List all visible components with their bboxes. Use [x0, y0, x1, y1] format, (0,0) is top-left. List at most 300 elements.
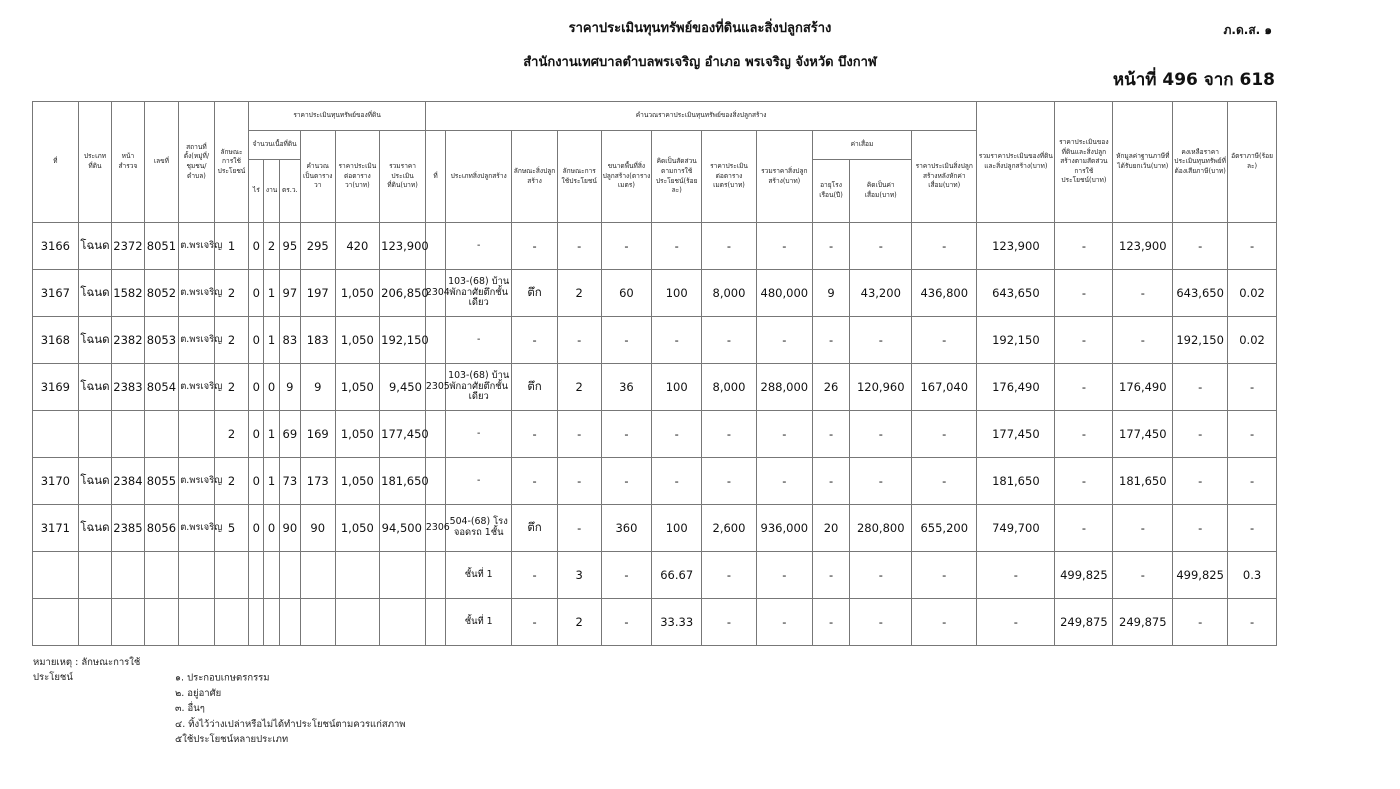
- table-cell: -: [1113, 317, 1173, 364]
- table-cell: -: [756, 458, 812, 505]
- table-cell: 8056: [144, 505, 179, 552]
- table-cell: 183: [300, 317, 335, 364]
- table-cell: 3168: [33, 317, 79, 364]
- table-cell: [300, 552, 335, 599]
- table-row: [33, 317, 1277, 364]
- table-cell: -: [652, 317, 702, 364]
- table-cell: 3: [557, 552, 601, 599]
- table-cell: 206,850: [380, 270, 426, 317]
- table-cell: -: [912, 411, 977, 458]
- table-cell: ตึก: [512, 364, 558, 411]
- table-cell: -: [1055, 364, 1113, 411]
- table-cell: -: [702, 458, 757, 505]
- table-cell: 420: [335, 223, 380, 270]
- table-cell: -: [512, 411, 558, 458]
- table-cell: 9: [279, 364, 300, 411]
- table-cell: -: [702, 599, 757, 646]
- table-cell: 177,450: [977, 411, 1055, 458]
- table-cell: -: [977, 552, 1055, 599]
- table-cell: -: [702, 317, 757, 364]
- table-cell: -: [1173, 223, 1228, 270]
- table-cell: ตึก: [512, 505, 558, 552]
- table-cell: -: [756, 411, 812, 458]
- table-cell: 181,650: [380, 458, 426, 505]
- table-cell: 2: [557, 270, 601, 317]
- table-cell: 73: [279, 458, 300, 505]
- table-cell: -: [652, 458, 702, 505]
- notes-label: หมายเหตุ : ลักษณะการใช้ประโยชน์: [33, 657, 141, 684]
- header-building-style: ลักษณะสิ่งปลูกสร้าง: [512, 131, 558, 223]
- table-cell: 8052: [144, 270, 179, 317]
- table-cell: 3167: [33, 270, 79, 317]
- table-cell: [112, 552, 144, 599]
- table-cell: [249, 552, 264, 599]
- table-cell: [78, 552, 112, 599]
- table-cell: -: [1173, 505, 1228, 552]
- table-cell: -: [601, 317, 652, 364]
- table-cell: -: [512, 223, 558, 270]
- table-cell: ชั้นที่ 1: [446, 552, 512, 599]
- table-cell: 1,050: [335, 364, 380, 411]
- table-cell: -: [1228, 223, 1277, 270]
- table-cell: -: [557, 223, 601, 270]
- table-cell: โฉนด: [78, 223, 112, 270]
- header-rai: ไร่: [249, 160, 264, 223]
- table-cell: 3166: [33, 223, 79, 270]
- table-cell: -: [512, 317, 558, 364]
- header-survey-page: หน้าสำรวจ: [112, 102, 144, 223]
- header-total-wa: คำนวณเป็นตารางวา: [300, 131, 335, 223]
- table-cell: 0.3: [1228, 552, 1277, 599]
- table-cell: 9: [812, 270, 850, 317]
- table-body: [33, 223, 1277, 646]
- header-price-per-wa: ราคาประเมินต่อตารางวา(บาท): [335, 131, 380, 223]
- header-building-group: คำนวณราคาประเมินทุนทรัพย์ของสิ่งปลูกสร้าง: [425, 102, 976, 131]
- report-subtitle: สำนักงานเทศบาลตำบลพรเจริญ อำเภอ พรเจริญ จังหวัด บึงกาฬ: [523, 55, 877, 70]
- table-cell: [78, 411, 112, 458]
- header-building-area: ขนาดพื้นที่สิ่งปลูกสร้าง(ตารางเมตร): [601, 131, 652, 223]
- table-cell: 3169: [33, 364, 79, 411]
- table-cell: 2382: [112, 317, 144, 364]
- notes: [33, 655, 406, 747]
- table-cell: -: [812, 552, 850, 599]
- table-cell: -: [512, 458, 558, 505]
- table-cell: 0: [249, 458, 264, 505]
- table-cell: 5: [214, 505, 249, 552]
- table-cell: ต.พรเจริญ: [179, 317, 215, 364]
- table-cell: 1: [264, 458, 279, 505]
- table-cell: -: [977, 599, 1055, 646]
- table-cell: 504-(68) โรงจอดรถ 1ชั้น: [446, 505, 512, 552]
- table-cell: -: [1055, 223, 1113, 270]
- header-building-type: ประเภทสิ่งปลูกสร้าง: [446, 131, 512, 223]
- table-cell: -: [912, 458, 977, 505]
- table-cell: [78, 599, 112, 646]
- table-cell: -: [812, 458, 850, 505]
- table-cell: โฉนด: [78, 458, 112, 505]
- table-cell: [179, 411, 215, 458]
- header-ngan: งาน: [264, 160, 279, 223]
- table-cell: 2: [557, 599, 601, 646]
- table-cell: 1,050: [335, 411, 380, 458]
- table-row: [33, 364, 1277, 411]
- table-cell: 0: [249, 364, 264, 411]
- header-building-total: รวมราคาสิ่งปลูกสร้าง(บาท): [756, 131, 812, 223]
- table-row: [33, 223, 1277, 270]
- table-cell: 103-(68) บ้านพักอาศัยตึกชั้นเดียว: [446, 364, 512, 411]
- table-cell: 3171: [33, 505, 79, 552]
- table-cell: -: [601, 458, 652, 505]
- table-cell: -: [557, 317, 601, 364]
- table-cell: 2: [214, 411, 249, 458]
- table-cell: 2: [214, 270, 249, 317]
- table-row: [33, 458, 1277, 505]
- table-cell: 2385: [112, 505, 144, 552]
- table-cell: 176,490: [1113, 364, 1173, 411]
- table-cell: [425, 599, 445, 646]
- table-cell: 181,650: [977, 458, 1055, 505]
- header-grand-total: รวมราคาประเมินของที่ดินและสิ่งปลูกสร้าง(บาท): [977, 102, 1055, 223]
- table-cell: -: [1173, 411, 1228, 458]
- table-cell: 2: [557, 364, 601, 411]
- table-cell: [112, 411, 144, 458]
- header-number: เลขที่: [144, 102, 179, 223]
- table-cell: 249,875: [1113, 599, 1173, 646]
- header-no: ที่: [33, 102, 79, 223]
- table-cell: [249, 599, 264, 646]
- table-cell: 123,900: [977, 223, 1055, 270]
- table-cell: -: [1113, 505, 1173, 552]
- assessment-table: [32, 101, 1277, 646]
- table-cell: -: [1113, 552, 1173, 599]
- table-cell: 2,600: [702, 505, 757, 552]
- table-cell: 1: [264, 317, 279, 364]
- table-cell: [335, 599, 380, 646]
- table-cell: 295: [300, 223, 335, 270]
- table-cell: -: [812, 223, 850, 270]
- table-cell: -: [652, 223, 702, 270]
- table-cell: 103-(68) บ้านพักอาศัยตึกชั้นเดียว: [446, 270, 512, 317]
- note-item: ๕ใช้ประโยชน์หลายประเภท: [175, 734, 289, 746]
- table-cell: [144, 552, 179, 599]
- table-cell: -: [850, 411, 912, 458]
- table-cell: [380, 552, 426, 599]
- table-cell: 100: [652, 270, 702, 317]
- table-cell: 181,650: [1113, 458, 1173, 505]
- table-cell: -: [557, 458, 601, 505]
- table-cell: 1: [264, 411, 279, 458]
- table-cell: โฉนด: [78, 317, 112, 364]
- note-item: ๔. ทิ้งไว้ว่างเปล่าหรือไม่ได้ทำประโยชน์ตามควรแก่สภาพ: [175, 718, 406, 730]
- table-cell: 192,150: [977, 317, 1055, 364]
- table-cell: 90: [300, 505, 335, 552]
- table-cell: -: [1173, 458, 1228, 505]
- table-cell: 95: [279, 223, 300, 270]
- table-cell: -: [446, 223, 512, 270]
- table-cell: 167,040: [912, 364, 977, 411]
- header-building-age: อายุโรงเรือน(ปี): [812, 160, 850, 223]
- table-cell: -: [850, 552, 912, 599]
- table-cell: 9,450: [380, 364, 426, 411]
- table-cell: -: [850, 458, 912, 505]
- table-cell: 0: [249, 270, 264, 317]
- table-cell: ต.พรเจริญ: [179, 364, 215, 411]
- header-building-no: ที่: [425, 131, 445, 223]
- table-cell: 643,650: [977, 270, 1055, 317]
- table-cell: -: [446, 411, 512, 458]
- table-cell: -: [512, 552, 558, 599]
- table-cell: 8055: [144, 458, 179, 505]
- note-item: ๒. อยู่อาศัย: [175, 687, 222, 699]
- table-cell: -: [756, 599, 812, 646]
- table-cell: -: [512, 599, 558, 646]
- table-cell: -: [446, 317, 512, 364]
- table-cell: 1,050: [335, 317, 380, 364]
- table-cell: 1: [264, 270, 279, 317]
- header-deduction: หักมูลค่าฐานภาษีที่ได้รับยกเว้น(บาท): [1113, 102, 1173, 223]
- table-cell: 94,500: [380, 505, 426, 552]
- table-cell: [214, 552, 249, 599]
- table-cell: -: [850, 223, 912, 270]
- table-cell: โฉนด: [78, 270, 112, 317]
- table-cell: 0: [264, 364, 279, 411]
- table-cell: 2305: [425, 364, 445, 411]
- page-number: หน้าที่ 496 จาก 618: [1112, 70, 1275, 90]
- table-cell: 0: [264, 505, 279, 552]
- table-cell: -: [812, 411, 850, 458]
- table-cell: [425, 552, 445, 599]
- table-cell: -: [702, 223, 757, 270]
- table-cell: [144, 411, 179, 458]
- header-building-after-depreciation: ราคาประเมินสิ่งปลูกสร้างหลังหักค่าเสื่อม(บาท): [912, 131, 977, 223]
- header-rate: อัตราภาษี(ร้อยละ): [1228, 102, 1277, 223]
- table-cell: -: [912, 552, 977, 599]
- table-cell: [264, 599, 279, 646]
- header-building-use: ลักษณะการใช้ประโยชน์: [557, 131, 601, 223]
- table-cell: [380, 599, 426, 646]
- table-cell: 66.67: [652, 552, 702, 599]
- table-cell: 2372: [112, 223, 144, 270]
- table-cell: 2383: [112, 364, 144, 411]
- table-cell: [214, 599, 249, 646]
- table-cell: -: [446, 458, 512, 505]
- header-land-group: ราคาประเมินทุนทรัพย์ของที่ดิน: [249, 102, 426, 131]
- table-cell: -: [812, 317, 850, 364]
- table-cell: 0.02: [1228, 317, 1277, 364]
- table-cell: -: [1055, 458, 1113, 505]
- table-cell: -: [1173, 364, 1228, 411]
- table-cell: โฉนด: [78, 364, 112, 411]
- table-cell: 123,900: [380, 223, 426, 270]
- table-cell: 26: [812, 364, 850, 411]
- header-building-price-sqm: ราคาประเมินต่อตารางเมตร(บาท): [702, 131, 757, 223]
- table-cell: -: [702, 552, 757, 599]
- table-cell: -: [912, 223, 977, 270]
- table-cell: -: [812, 599, 850, 646]
- table-cell: 8054: [144, 364, 179, 411]
- table-cell: 2306: [425, 505, 445, 552]
- table-cell: 280,800: [850, 505, 912, 552]
- table-cell: [112, 599, 144, 646]
- table-cell: -: [850, 599, 912, 646]
- table-row: [33, 552, 1277, 599]
- table-cell: 0: [249, 505, 264, 552]
- table-cell: 499,825: [1055, 552, 1113, 599]
- table-row: [33, 599, 1277, 646]
- table-cell: 100: [652, 364, 702, 411]
- table-cell: [179, 599, 215, 646]
- table-cell: [144, 599, 179, 646]
- table-cell: 197: [300, 270, 335, 317]
- table-cell: 499,825: [1173, 552, 1228, 599]
- table-cell: 1,050: [335, 270, 380, 317]
- table-cell: ตึก: [512, 270, 558, 317]
- table-cell: 36: [601, 364, 652, 411]
- table-cell: 20: [812, 505, 850, 552]
- table-cell: 8051: [144, 223, 179, 270]
- table-cell: 8,000: [702, 364, 757, 411]
- table-cell: 749,700: [977, 505, 1055, 552]
- table-cell: 90: [279, 505, 300, 552]
- table-cell: [264, 552, 279, 599]
- table-cell: 83: [279, 317, 300, 364]
- table-cell: ต.พรเจริญ: [179, 223, 215, 270]
- table-cell: 2: [214, 364, 249, 411]
- header-depreciation: คิดเป็นค่าเสื่อม(บาท): [850, 160, 912, 223]
- table-cell: 360: [601, 505, 652, 552]
- table-cell: 43,200: [850, 270, 912, 317]
- table-cell: 9: [300, 364, 335, 411]
- table-cell: -: [912, 599, 977, 646]
- table-cell: 177,450: [1113, 411, 1173, 458]
- table-cell: 176,490: [977, 364, 1055, 411]
- header-land-use: ลักษณะการใช้ประโยชน์: [214, 102, 249, 223]
- table-cell: 1,050: [335, 458, 380, 505]
- table-cell: [335, 552, 380, 599]
- table-cell: 1582: [112, 270, 144, 317]
- header-wa: ตร.ว.: [279, 160, 300, 223]
- table-cell: ต.พรเจริญ: [179, 458, 215, 505]
- table-cell: 0: [249, 223, 264, 270]
- table-cell: 480,000: [756, 270, 812, 317]
- table-row: [33, 505, 1277, 552]
- table-cell: 0: [249, 411, 264, 458]
- table-cell: ต.พรเจริญ: [179, 505, 215, 552]
- table-cell: 0: [249, 317, 264, 364]
- table-cell: 1: [214, 223, 249, 270]
- header-building-percent: คิดเป็นสัดส่วนตามการใช้ประโยชน์(ร้อยละ): [652, 131, 702, 223]
- table-cell: [179, 552, 215, 599]
- table-cell: [279, 599, 300, 646]
- table-cell: 173: [300, 458, 335, 505]
- table-cell: 100: [652, 505, 702, 552]
- table-cell: 8053: [144, 317, 179, 364]
- table-cell: -: [1055, 505, 1113, 552]
- table-cell: 643,650: [1173, 270, 1228, 317]
- table-cell: -: [601, 411, 652, 458]
- table-cell: -: [1113, 270, 1173, 317]
- table-cell: 288,000: [756, 364, 812, 411]
- table-cell: -: [702, 411, 757, 458]
- table-cell: 2: [214, 458, 249, 505]
- table-cell: 2: [264, 223, 279, 270]
- table-cell: -: [1228, 411, 1277, 458]
- table-cell: 249,875: [1055, 599, 1113, 646]
- table-cell: -: [1173, 599, 1228, 646]
- table-cell: 1,050: [335, 505, 380, 552]
- table-cell: -: [1055, 270, 1113, 317]
- table-cell: ชั้นที่ 1: [446, 599, 512, 646]
- table-cell: 8,000: [702, 270, 757, 317]
- header-depreciation-group: ค่าเสื่อม: [812, 131, 912, 160]
- header-land-total: รวมราคาประเมินที่ดิน(บาท): [380, 131, 426, 223]
- table-cell: -: [1228, 364, 1277, 411]
- table-cell: 123,900: [1113, 223, 1173, 270]
- table-cell: 436,800: [912, 270, 977, 317]
- table-cell: -: [850, 317, 912, 364]
- header-net: คงเหลือราคาประเมินทุนทรัพย์ที่ต้องเสียภาษี(บาท): [1173, 102, 1228, 223]
- table-cell: -: [756, 317, 812, 364]
- table-cell: 3170: [33, 458, 79, 505]
- table-cell: -: [652, 411, 702, 458]
- table-cell: 33.33: [652, 599, 702, 646]
- table-cell: [33, 552, 79, 599]
- table-cell: ต.พรเจริญ: [179, 270, 215, 317]
- table-cell: 169: [300, 411, 335, 458]
- table-cell: -: [912, 317, 977, 364]
- header-location: สถานที่ตั้ง(หมู่ที่/ชุมชน/ตำบล): [179, 102, 215, 223]
- table-cell: 192,150: [1173, 317, 1228, 364]
- table-cell: -: [756, 223, 812, 270]
- table-cell: 2: [214, 317, 249, 364]
- table-cell: -: [557, 411, 601, 458]
- table-cell: -: [1055, 411, 1113, 458]
- table-cell: 2384: [112, 458, 144, 505]
- table-row: [33, 411, 1277, 458]
- table-cell: -: [601, 552, 652, 599]
- table-cell: 655,200: [912, 505, 977, 552]
- table-cell: 192,150: [380, 317, 426, 364]
- table-cell: 0.02: [1228, 270, 1277, 317]
- table-cell: -: [1228, 505, 1277, 552]
- table-cell: [279, 552, 300, 599]
- note-item: ๓. อื่นๆ: [175, 703, 205, 715]
- table-cell: 97: [279, 270, 300, 317]
- table-cell: โฉนด: [78, 505, 112, 552]
- table-row: [33, 270, 1277, 317]
- table-cell: 120,960: [850, 364, 912, 411]
- table-cell: -: [1228, 458, 1277, 505]
- table-cell: -: [557, 505, 601, 552]
- table-cell: 2304: [425, 270, 445, 317]
- table-cell: 177,450: [380, 411, 426, 458]
- table-cell: 69: [279, 411, 300, 458]
- table-cell: 936,000: [756, 505, 812, 552]
- table-cell: 60: [601, 270, 652, 317]
- table-cell: -: [1055, 317, 1113, 364]
- header-deed-type: ประเภทที่ดิน: [78, 102, 112, 223]
- table-cell: -: [756, 552, 812, 599]
- report-title: ราคาประเมินทุนทรัพย์ของที่ดินและสิ่งปลูกสร้าง: [568, 21, 832, 36]
- table-cell: -: [601, 599, 652, 646]
- note-item: ๑. ประกอบเกษตรกรรม: [175, 672, 270, 684]
- table-cell: -: [1228, 599, 1277, 646]
- header-by-use: ราคาประเมินของที่ดินและสิ่งปลูกสร้างตามสัดส่วนการใช้ประโยชน์(บาท): [1055, 102, 1113, 223]
- table-cell: [300, 599, 335, 646]
- form-code: ภ.ด.ส. ๑: [1223, 23, 1272, 37]
- table-cell: [33, 411, 79, 458]
- header-area-group: จำนวนเนื้อที่ดิน: [249, 131, 301, 160]
